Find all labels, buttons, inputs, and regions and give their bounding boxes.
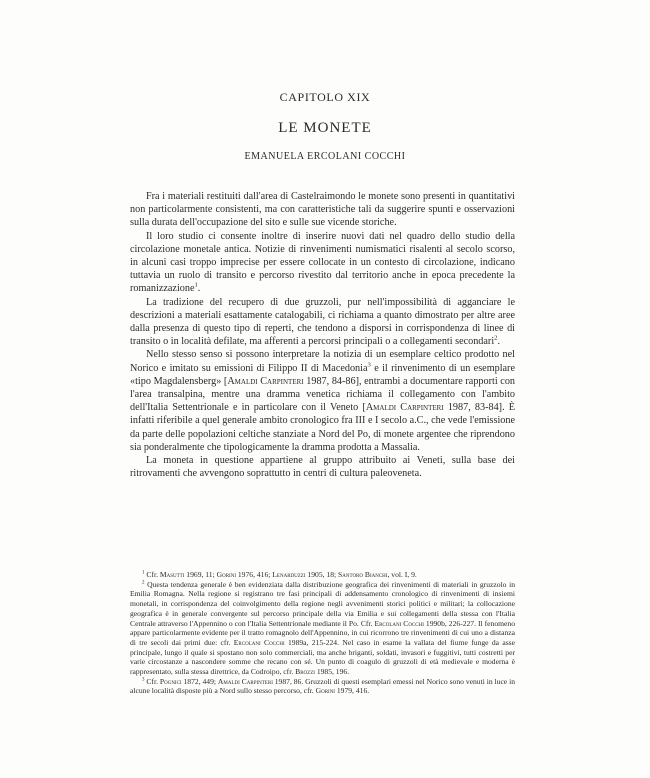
- paragraph: [130, 230, 515, 296]
- text-run: 1969, 11;: [184, 570, 217, 579]
- text-run: 1989a, 215-224. Nel caso in esame la vallata del fiume funge da asse principale, lungo il quale si spostano non solo commerciali, ma anche briganti, soldati, invasori e fuggitivi, tutti costretti per varie circostanze a nascondere somme che recano con sé. Un punto di coagulo di gruzzoli di età medievale e moderna è rappresentato, sulla stessa direttrice, da Codroipo, cfr.: [130, 637, 516, 677]
- text-run: 1990b, 226-227. Il fenomeno appare particolarmente evidente per il tratto romagnolo dell'Appennino, in cui ricorrono tre rinvenimenti di cui uno a distanza di tre secoli dai primi due: cfr.: [130, 618, 515, 647]
- footnote-ref: 1: [194, 282, 198, 290]
- chapter-author: EMANUELA ERCOLANI COCCHI: [244, 151, 406, 162]
- footnote-ref: 1: [142, 570, 145, 576]
- author-citation: Gorini: [216, 570, 236, 579]
- text-run: 1987, 83-84]. È infatti riferibile a quel generale ambito cronologico fra III e I secolo a.C., che vede l'emissione da parte delle popolazioni celtiche stanziate a Nord del Po, di monete argentee che riprendono sia ponderalmente che tipologicamente la dramma prodotta a Massalia.: [130, 402, 516, 453]
- footnote: [130, 570, 515, 580]
- text-run: 1872, 449;: [181, 676, 218, 686]
- author-citation: Amaldi Carpinteri: [365, 402, 444, 414]
- text-run: 1987, 84-86], entrambi a documentare rapporti con l'area transalpina, mentre una dramma venetica richiama il collegamento con l'ambito dell'Italia Settentrionale e in particolare con il Veneto [: [130, 375, 516, 414]
- text-run: Questa tendenza generale è ben evidenziata dalla distribuzione geografica dei rinvenimenti di materiali in gruzzolo in Emilia Romagna. Nella regione si registrano tre fasi principali di addensamento cronologico di rinvenimenti di insiemi monetali, in corrispondenza del coinvolgimento della regione negli avvenimenti storici politici e militari; la collocazione geografica è in generale convergente sul percorso principale della via Emilia e sui collegamenti della stessa con l'Italia Centrale attraverso l'Appennino o con l'Italia Settentrionale mediante il Po. Cfr.: [130, 579, 515, 628]
- text-run: 1985, 196.: [314, 667, 350, 677]
- author-citation: Gorini: [315, 686, 335, 696]
- text-run: 1979, 416.: [334, 686, 370, 696]
- author-citation: Masutti: [159, 570, 185, 579]
- footnote-ref: 2: [142, 580, 145, 586]
- text-run: 1987, 86. Gruzzoli di questi esemplari emessi nel Norico sono venuti in luce in alcune località disposte più a Nord sullo stesso percorso, cfr.: [130, 676, 515, 696]
- footnote-ref: 2: [494, 334, 498, 342]
- paragraph: [130, 454, 515, 480]
- author-citation: Ercolani Cocchi: [233, 637, 285, 647]
- body-text: [130, 190, 515, 480]
- chapter-title: LE MONETE: [278, 120, 372, 136]
- paragraph: [130, 190, 515, 230]
- text-run: Fra i materiali restituiti dall'area di Castelraimondo le monete sono presenti in quantitativi non particolarmente consistenti, ma con caratteristiche tali da suggerire spunti e osservazioni sulla durata dell'occupazione del sito e sulle sue vicende storiche.: [130, 191, 515, 229]
- text-run: , vol. I, 9.: [387, 570, 417, 579]
- author-citation: Ercolani Cocchi: [374, 618, 424, 628]
- author-citation: Santoro Bianchi: [338, 570, 388, 579]
- text-run: e il rinvenimento di un esemplare «tipo Magdalensberg» [: [130, 362, 515, 387]
- text-run: La moneta in questione appartiene al gruppo attribuito ai Veneti, sulla base dei ritrovamenti che avvengono soprattutto in centri di cultura paleoveneta.: [130, 455, 515, 480]
- author-citation: Lenarduzzi: [272, 570, 306, 579]
- text-run: .: [197, 283, 201, 295]
- footnotes: [130, 570, 515, 696]
- author-citation: Amaldi Carpinteri: [227, 375, 304, 387]
- text-run: Nello stesso senso si possono interpretare la notizia di un esemplare celtico prodotto nel Norico e imitato su emissioni di Filippo II di Macedonia: [130, 349, 515, 374]
- author-citation: Pognici: [159, 676, 182, 686]
- footnote: [130, 677, 515, 696]
- text-run: Cfr.: [144, 570, 160, 579]
- author-citation: Amaldi Carpinteri: [217, 676, 273, 686]
- paragraph: [130, 296, 515, 349]
- chapter-number: CAPITOLO XIX: [279, 90, 371, 104]
- text-run: 1905, 18;: [305, 570, 339, 579]
- author-citation: Brozzi: [295, 667, 315, 677]
- text-run: .: [497, 336, 501, 348]
- text-run: Cfr.: [144, 676, 160, 686]
- text-run: Il loro studio ci consente inoltre di inserire nuovi dati nel quadro dello studio della circolazione monetale antica. Notizie di rinvenimenti numismatici risalenti al secolo scorso, in alcuni casi troppo imprecise per essere collocate in un contesto di circolazione, indicano tuttavia un ruolo di transito e percorso rivestito dal territorio anche in epoca precedente la romanizzazione: [130, 230, 515, 295]
- text-run: La tradizione del recupero di due gruzzoli, pur nell'impossibilità di agganciare le descrizioni a materiali esattamente catalogabili, ci richiama a quanto dimostrato per altre aree dalla presenza di questo tipo di reperti, che tendono a disporsi in corrispondenza di linee di transito o in località defilate, ma afferenti a percorsi principali o a collegamenti secondari: [130, 296, 515, 348]
- footnote-ref: 3: [142, 677, 145, 683]
- footnote: [130, 580, 515, 677]
- footnote-ref: 3: [367, 361, 371, 369]
- text-run: 1976, 416;: [235, 570, 273, 579]
- paragraph: [130, 348, 515, 454]
